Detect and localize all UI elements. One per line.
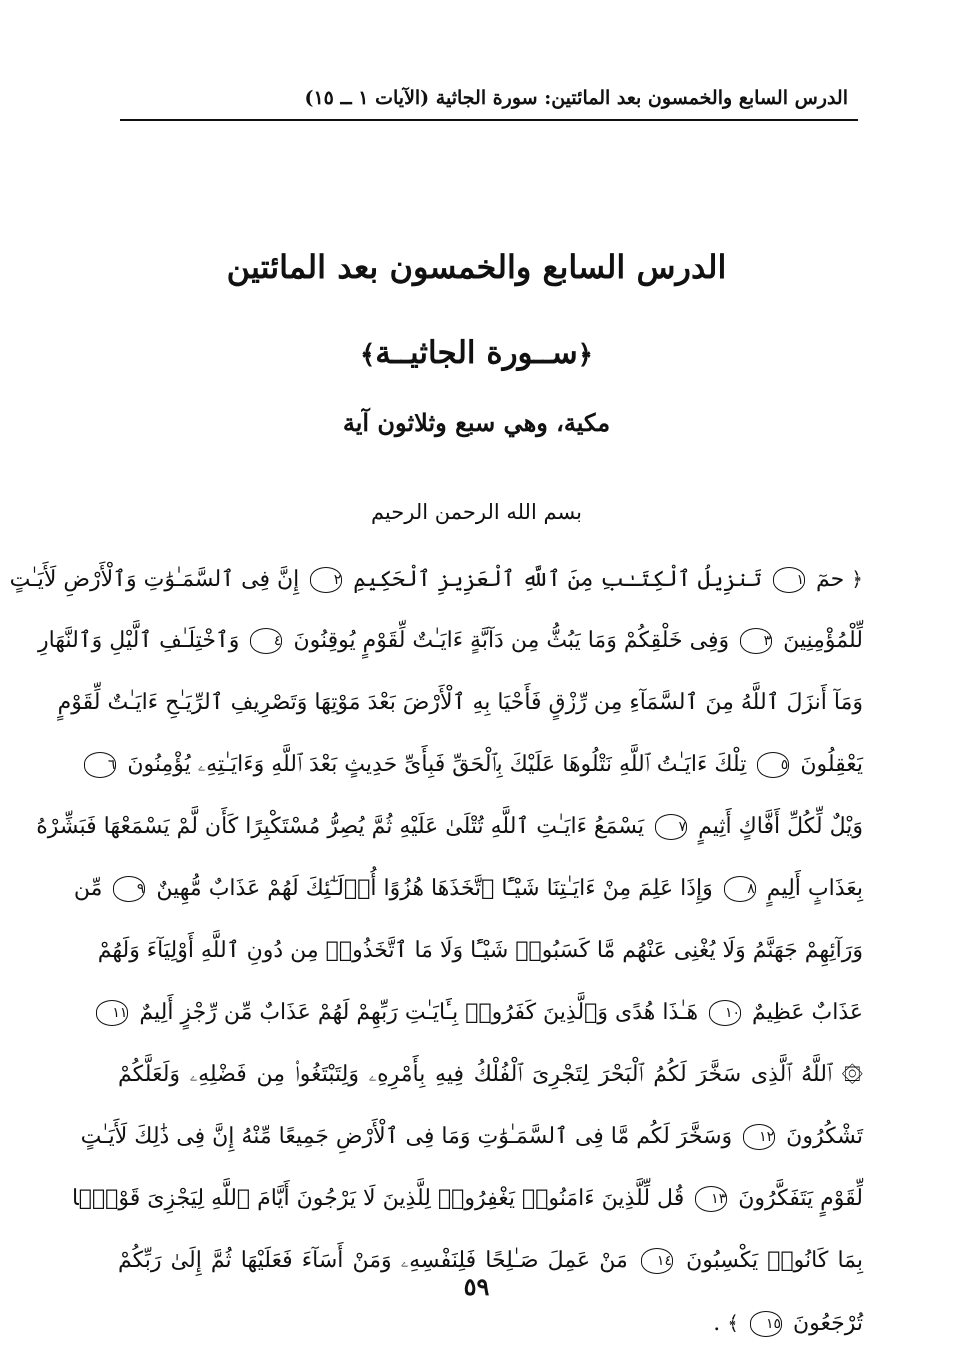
verse-line [57, 674, 863, 736]
verse-text: وَٱخْتِلَـٰفِ ٱلَّيْلِ وَٱلنَّهَارِ [37, 628, 240, 653]
verse-number-marker: ١٤ [641, 1248, 673, 1274]
surah-close-ornament: ﴾ [360, 340, 376, 370]
verse-text: حمٓ [816, 567, 845, 592]
verse-line [118, 1046, 863, 1108]
verse-number-marker: ١٣ [695, 1186, 727, 1212]
verse-text: يَعْقِلُونَ [800, 752, 863, 777]
verse-number-marker: ٥ [757, 752, 789, 778]
header-rule [120, 119, 858, 121]
verses-close-bracket: ﴾ [727, 1311, 739, 1335]
verse-number-marker: ١٠ [709, 1000, 741, 1026]
verse-text: مَنْ عَمِلَ صَـٰلِحًا فَلِنَفْسِهِۦ وَمَنْ أَسَآءَ فَعَلَيْهَا ثُمَّ إِلَىٰ رَبِّكُمْ [118, 1248, 628, 1273]
lesson-title: الدرس السابع والخمسون بعد المائتين [226, 248, 727, 286]
verse-text: لِّلْمُؤْمِنِينَ [783, 628, 863, 653]
verse-number-marker: ٤ [250, 628, 282, 654]
verse-text: وَإِذَا عَلِمَ مِنْ ءَايَـٰتِنَا شَيْـًٔا ٱتَّخَذَهَا هُزُوًا أُو۟لَـٰٓئِكَ لَهُمْ عَذَابٌ مُّهِينٌ [156, 876, 713, 901]
verses-block [9, 550, 863, 1356]
verse-line [118, 1294, 863, 1356]
verse-text: وَفِى خَلْقِكُمْ وَمَا يَبُثُّ مِن دَآبَّةٍ ءَايَـٰتٌ لِّقَوْمٍ يُوقِنُونَ [293, 628, 730, 653]
surah-name: ســورة الجاثيــة [375, 335, 578, 371]
running-header: الدرس السابع والخمسون بعد المائتين: سورة الجاثية (الآيات ١ ــ ١٥) [304, 87, 848, 109]
verse-text: إِنَّ فِى ٱلسَّمَـٰوَٰتِ وَٱلْأَرْضِ لَأَيَـٰتٍ [9, 567, 300, 592]
verse-number-marker: ٧ [655, 814, 687, 840]
verse-text: وَمَآ أَنزَلَ ٱللَّهُ مِنَ ٱلسَّمَآءِ مِن رِّزْقٍ فَأَحْيَا بِهِ ٱلْأَرْضَ بَعْدَ مَوْتِهَا وَتَصْرِيفِ ٱلرِّيَـٰحِ ءَايَـٰتٌ لِّقَوْمٍ [57, 690, 863, 715]
surah-open-ornament: ﴿ [577, 340, 593, 370]
basmala: بسم الله الرحمن الرحيم [370, 500, 583, 524]
verse-text: بِعَذَابٍ أَلِيمٍ [766, 876, 863, 901]
verse-text: وَرَآئِهِمْ جَهَنَّمُ وَلَا يُغْنِى عَنْهُم مَّا كَسَبُوا۟ شَيْـًٔا وَلَا مَا ٱتَّخَذُوا۟ مِن دُونِ ٱللَّهِ أَوْلِيَآءَ وَلَهُمْ [97, 938, 863, 963]
verses-final-dot: . [713, 1311, 721, 1336]
verse-line [36, 798, 863, 860]
verse-number-marker: ٦ [84, 752, 116, 778]
verse-text: تَشْكُرُونَ [786, 1124, 863, 1149]
verse-number-marker: ٣ [740, 628, 772, 654]
verse-number-marker: ٩ [113, 876, 145, 902]
verse-text: تِلْكَ ءَايَـٰتُ ٱللَّهِ نَتْلُوهَا عَلَيْكَ بِٱلْحَقِّ فَبِأَىِّ حَدِيثٍ بَعْدَ ٱللَّهِ وَءَايَـٰتِهِۦ يُؤْمِنُونَ [127, 752, 747, 777]
verse-text: تُرْجَعُونَ [793, 1311, 863, 1336]
verse-text: تَنزِيلُ ٱلْكِتَـٰبِ مِنَ ٱللَّهِ ٱلْعَزِيزِ ٱلْحَكِيمِ [353, 567, 763, 592]
verse-line [9, 550, 863, 612]
verse-text: مِّن [73, 876, 103, 901]
verse-line [112, 984, 863, 1046]
verse-text: ۞ ٱللَّهُ ٱلَّذِى سَخَّرَ لَكُمُ ٱلْبَحْرَ لِتَجْرِىَ ٱلْفُلْكُ فِيهِ بِأَمْرِهِۦ وَلِتَبْتَغُوا۟ مِن فَضْلِهِۦ وَلَعَلَّكُمْ [118, 1062, 863, 1087]
verse-line [73, 860, 863, 922]
verse-text: هَـٰذَا هُدًى وَٱلَّذِينَ كَفَرُوا۟ بِـَٔايَـٰتِ رَبِّهِمْ لَهُمْ عَذَابٌ مِّن رِّجْزٍ أَلِيمٌ [139, 1000, 699, 1025]
verse-text: لِّقَوْمٍ يَتَفَكَّرُونَ [738, 1186, 863, 1211]
verse-number-marker: ١٥ [750, 1311, 782, 1337]
verse-number-marker: ١ [773, 567, 805, 593]
surah-title [0, 335, 953, 371]
verses-open-bracket: ﴿ [851, 567, 863, 591]
verse-text: بِمَا كَانُوا۟ يَكْسِبُونَ [686, 1248, 863, 1273]
verse-number-marker: ٢ [310, 567, 342, 593]
page-number: ٥٩ [463, 1272, 490, 1301]
verse-number-marker: ١١ [96, 1000, 128, 1026]
verse-text: يَسْمَعُ ءَايَـٰتِ ٱللَّهِ تُتْلَىٰ عَلَيْهِ ثُمَّ يُصِرُّ مُسْتَكْبِرًا كَأَن لَّمْ يَسْمَعْهَا فَبَشِّرْهُ [36, 814, 645, 839]
verse-line [72, 1170, 863, 1232]
verse-text: قُل لِّلَّذِينَ ءَامَنُوا۟ يَغْفِرُوا۟ لِلَّذِينَ لَا يَرْجُونَ أَيَّامَ ٱللَّهِ لِيَجْزِىَ قَوْمًۢا [72, 1186, 685, 1211]
verse-text: عَذَابٌ عَظِيمٌ [752, 1000, 863, 1025]
verse-line [80, 1108, 863, 1170]
verse-text: وَيْلٌ لِّكُلِّ أَفَّاكٍ أَثِيمٍ [698, 814, 863, 839]
verse-number-marker: ١٢ [743, 1124, 775, 1150]
verse-line [37, 612, 863, 674]
surah-info: مكية، وهي سبع وثلاثون آية [342, 408, 611, 437]
verse-line [107, 736, 863, 798]
verse-line [97, 922, 863, 984]
verse-number-marker: ٨ [724, 876, 756, 902]
verse-text: وَسَخَّرَ لَكُم مَّا فِى ٱلسَّمَـٰوَٰتِ وَمَا فِى ٱلْأَرْضِ جَمِيعًا مِّنْهُ إِنَّ فِى ذَٰلِكَ لَأَيَـٰتٍ [80, 1124, 733, 1149]
